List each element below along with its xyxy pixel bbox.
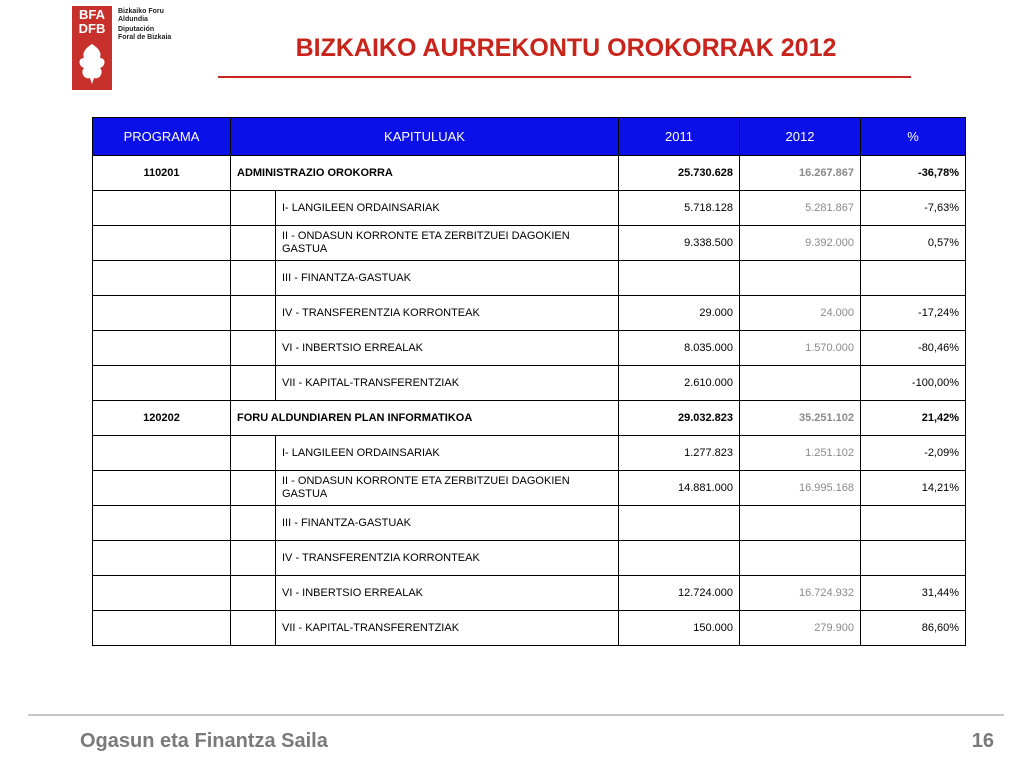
value-2012-cell [740, 541, 861, 576]
indent-cell [231, 611, 276, 646]
percent-change-cell: 31,44% [861, 576, 966, 611]
logo-text-line: Foral de Bizkaia [118, 34, 172, 41]
chapter-name-cell: VI - INBERTSIO ERREALAK [276, 331, 619, 366]
value-2012-cell [740, 261, 861, 296]
value-2011-cell: 29.000 [619, 296, 740, 331]
value-2012-cell: 1.570.000 [740, 331, 861, 366]
program-code-cell: 110201 [93, 156, 231, 191]
value-2011-cell: 2.610.000 [619, 366, 740, 401]
percent-change-cell: -7,63% [861, 191, 966, 226]
chapter-name-cell: IV - TRANSFERENTZIA KORRONTEAK [276, 541, 619, 576]
bfa-dfb-logo [72, 6, 192, 90]
value-2011-cell [619, 261, 740, 296]
value-2012-cell [740, 366, 861, 401]
percent-change-cell: -100,00% [861, 366, 966, 401]
chapter-row [93, 471, 966, 506]
program-row [93, 401, 966, 436]
header-2012: 2012 [740, 118, 861, 156]
program-code-cell [93, 436, 231, 471]
program-code-cell [93, 576, 231, 611]
percent-change-cell: -17,24% [861, 296, 966, 331]
oak-leaf-icon [76, 42, 108, 86]
value-2011-cell: 14.881.000 [619, 471, 740, 506]
program-code-cell [93, 366, 231, 401]
chapter-row [93, 541, 966, 576]
logo-mark [72, 6, 112, 90]
value-2012-cell: 5.281.867 [740, 191, 861, 226]
page-title: BIZKAIKO AURREKONTU OROKORRAK 2012 [295, 34, 837, 62]
chapter-row [93, 366, 966, 401]
percent-change-cell: -80,46% [861, 331, 966, 366]
percent-change-cell [861, 506, 966, 541]
chapter-row [93, 226, 966, 261]
percent-change-cell [861, 541, 966, 576]
value-2011-cell: 29.032.823 [619, 401, 740, 436]
indent-cell [231, 296, 276, 331]
header-2011: 2011 [619, 118, 740, 156]
program-code-cell [93, 331, 231, 366]
value-2012-cell: 279.900 [740, 611, 861, 646]
chapter-name-cell: II - ONDASUN KORRONTE ETA ZERBITZUEI DAGOKIEN GASTUA [276, 226, 619, 261]
program-code-cell [93, 296, 231, 331]
program-code-cell: 120202 [93, 401, 231, 436]
value-2011-cell [619, 506, 740, 541]
logo-text [118, 8, 171, 42]
chapter-row [93, 191, 966, 226]
header-programa: PROGRAMA [93, 118, 231, 156]
value-2012-cell: 24.000 [740, 296, 861, 331]
chapter-name-cell: II - ONDASUN KORRONTE ETA ZERBITZUEI DAGOKIEN GASTUA [276, 471, 619, 506]
chapter-name-cell: I- LANGILEEN ORDAINSARIAK [276, 436, 619, 471]
chapter-name-cell: IV - TRANSFERENTZIA KORRONTEAK [276, 296, 619, 331]
percent-change-cell: 0,57% [861, 226, 966, 261]
program-row [93, 156, 966, 191]
value-2012-cell: 16.995.168 [740, 471, 861, 506]
program-name-cell: ADMINISTRAZIO OROKORRA [231, 156, 619, 191]
table-body [93, 156, 966, 646]
percent-change-cell: -2,09% [861, 436, 966, 471]
value-2011-cell: 8.035.000 [619, 331, 740, 366]
indent-cell [231, 226, 276, 261]
percent-change-cell [861, 261, 966, 296]
indent-cell [231, 541, 276, 576]
program-code-cell [93, 191, 231, 226]
program-code-cell [93, 261, 231, 296]
percent-change-cell: 14,21% [861, 471, 966, 506]
logo-text-line: Diputación [118, 26, 155, 33]
footer-department: Ogasun eta Finantza Saila [80, 730, 328, 752]
value-2012-cell: 16.267.867 [740, 156, 861, 191]
chapter-row [93, 611, 966, 646]
indent-cell [231, 436, 276, 471]
indent-cell [231, 366, 276, 401]
chapter-name-cell: III - FINANTZA-GASTUAK [276, 506, 619, 541]
chapter-name-cell: VI - INBERTSIO ERREALAK [276, 576, 619, 611]
chapter-row [93, 261, 966, 296]
logo-mark-line1: BFA [79, 7, 105, 22]
header-percent: % [861, 118, 966, 156]
chapter-row [93, 331, 966, 366]
value-2011-cell: 9.338.500 [619, 226, 740, 261]
header-kapituluak: KAPITULUAK [231, 118, 619, 156]
indent-cell [231, 506, 276, 541]
value-2011-cell: 150.000 [619, 611, 740, 646]
chapter-row [93, 506, 966, 541]
chapter-name-cell: III - FINANTZA-GASTUAK [276, 261, 619, 296]
value-2011-cell: 12.724.000 [619, 576, 740, 611]
chapter-name-cell: VII - KAPITAL-TRANSFERENTZIAK [276, 611, 619, 646]
program-code-cell [93, 226, 231, 261]
chapter-name-cell: I- LANGILEEN ORDAINSARIAK [276, 191, 619, 226]
title-underline [218, 76, 911, 78]
page-number: 16 [971, 730, 994, 752]
chapter-name-cell: VII - KAPITAL-TRANSFERENTZIAK [276, 366, 619, 401]
value-2012-cell: 35.251.102 [740, 401, 861, 436]
program-code-cell [93, 506, 231, 541]
logo-mark-line2: DFB [78, 21, 106, 36]
indent-cell [231, 261, 276, 296]
value-2012-cell: 9.392.000 [740, 226, 861, 261]
program-code-cell [93, 611, 231, 646]
percent-change-cell: -36,78% [861, 156, 966, 191]
chapter-row [93, 296, 966, 331]
chapter-row [93, 436, 966, 471]
indent-cell [231, 471, 276, 506]
value-2012-cell: 16.724.932 [740, 576, 861, 611]
value-2011-cell: 5.718.128 [619, 191, 740, 226]
indent-cell [231, 576, 276, 611]
percent-change-cell: 86,60% [861, 611, 966, 646]
value-2012-cell: 1.251.102 [740, 436, 861, 471]
indent-cell [231, 191, 276, 226]
footer-divider [28, 714, 1004, 716]
budget-table [92, 117, 966, 646]
value-2011-cell: 1.277.823 [619, 436, 740, 471]
value-2012-cell [740, 506, 861, 541]
value-2011-cell: 25.730.628 [619, 156, 740, 191]
value-2011-cell [619, 541, 740, 576]
chapter-row [93, 576, 966, 611]
indent-cell [231, 331, 276, 366]
table-header-row [93, 118, 966, 156]
program-code-cell [93, 471, 231, 506]
program-code-cell [93, 541, 231, 576]
percent-change-cell: 21,42% [861, 401, 966, 436]
program-name-cell: FORU ALDUNDIAREN PLAN INFORMATIKOA [231, 401, 619, 436]
logo-text-line: Aldundia [118, 16, 148, 23]
logo-text-line: Bizkaiko Foru [118, 8, 164, 15]
